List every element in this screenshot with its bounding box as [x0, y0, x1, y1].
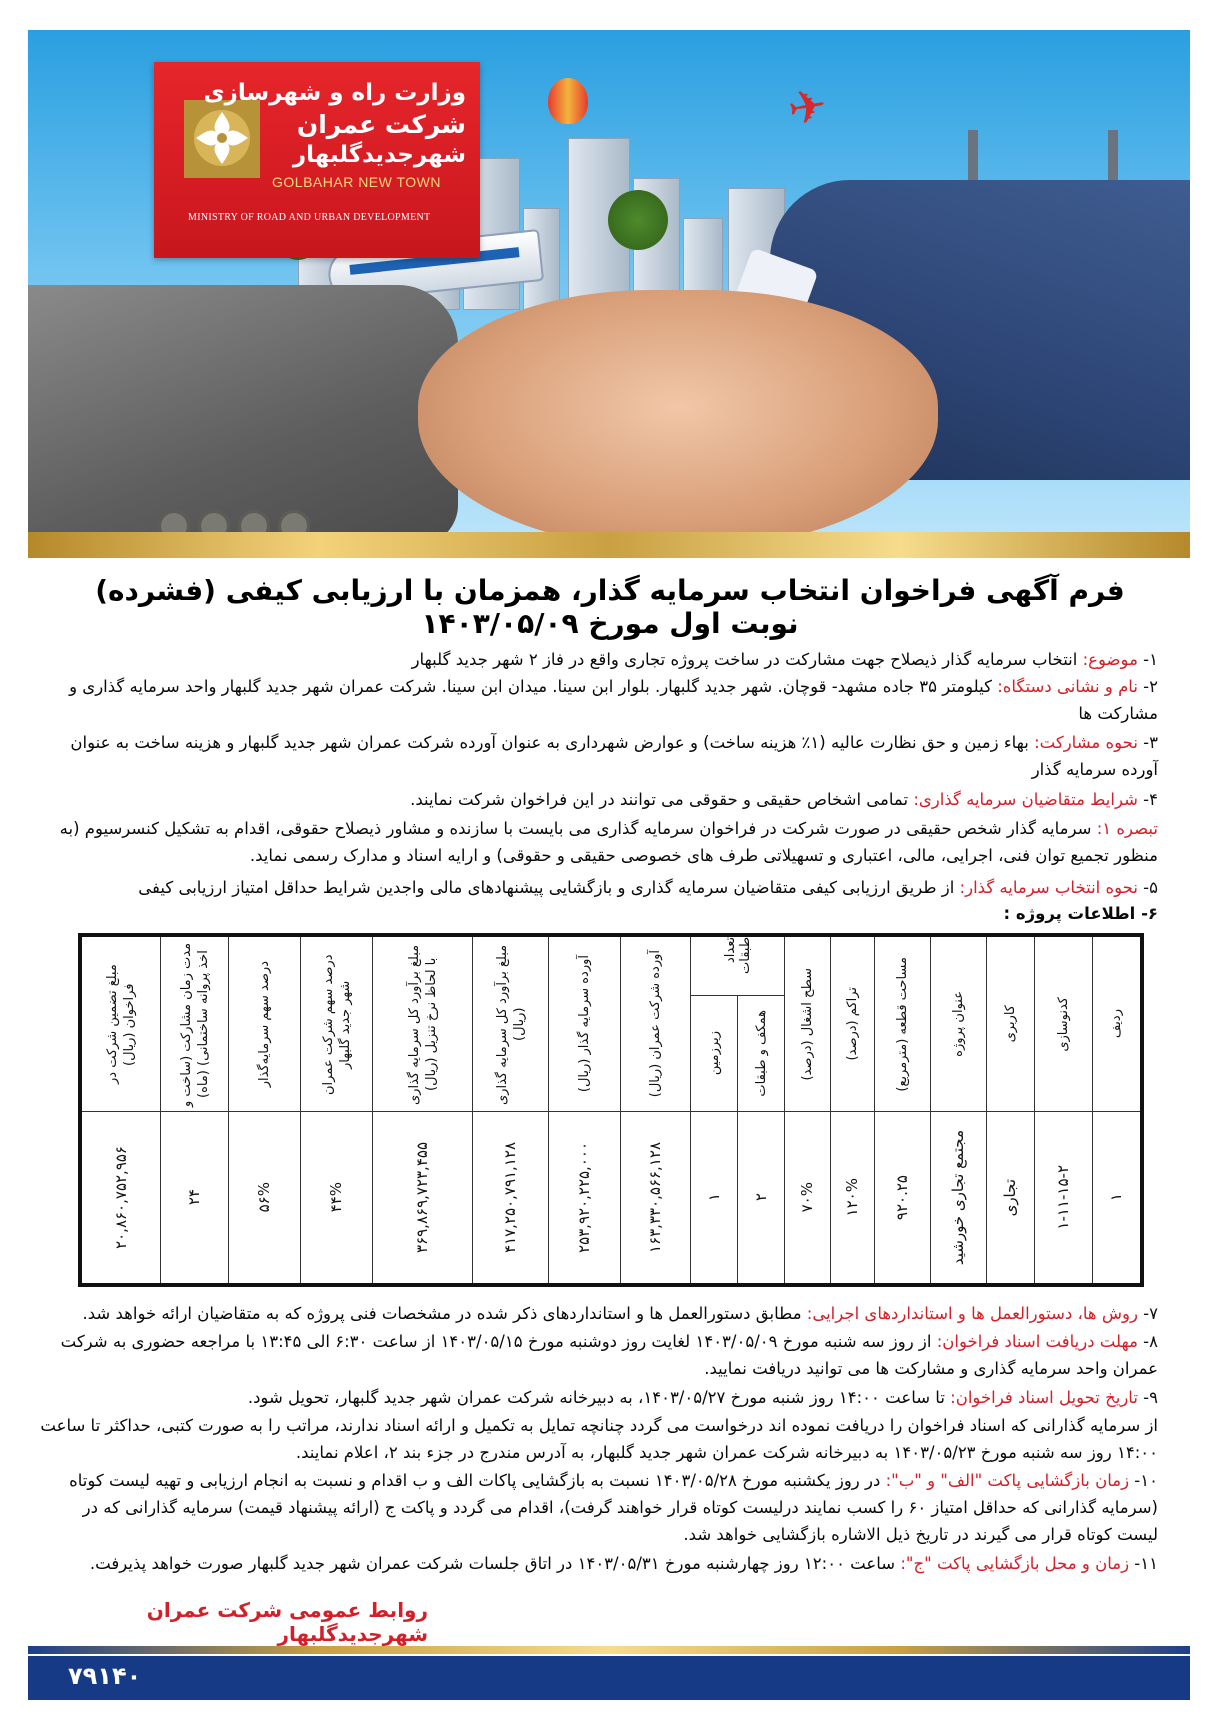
table-header: مدت زمان مشارکت (ساخت و اخذ پروانه ساختمانی) (ماه) [178, 941, 211, 1107]
col-title [930, 937, 986, 1283]
item-text: از سرمایه گذارانی که اسناد فراخوان را دریافت نموده اند درخواست می گردد چنانچه تمایل به تکمیل و ارائه اسناد ندارند، مراتب را به صورت کتبی، حداکثر تا ساعت ۱۴:۰۰ روز سه شنبه مورخ ۱۴۰۳/۰۵/۲۳ به دبیرخانه شرکت عمران شهر جدید گلبهار، به آدرس مندرج در جزء بند ۲، اعلام نمایند. [40, 1416, 1158, 1462]
table-header: سطح اشغال (درصد) [800, 967, 815, 1081]
logo-english: GOLBAHAR NEW TOWN [272, 174, 442, 190]
item-2 [40, 673, 1158, 727]
gold-band [28, 532, 1190, 558]
note-key: تبصره ۱: [1096, 819, 1158, 838]
item-number: ۳- [1137, 733, 1158, 752]
item-key: شرایط متقاضیان سرمایه گذاری: [913, 790, 1138, 809]
col-density [830, 937, 874, 1283]
item-text: تا ساعت ۱۴:۰۰ روز شنبه مورخ ۱۴۰۳/۰۵/۲۷، به دبیرخانه شرکت عمران شهر جدید گلبهار، تحویل شود. [247, 1388, 951, 1407]
item-text: ساعت ۱۲:۰۰ روز چهارشنبه مورخ ۱۴۰۳/۰۵/۳۱ در اتاق جلسات شرکت عمران شهر جدید گلبهار صورت خواهد پذیرفت. [89, 1554, 901, 1573]
project-info-table [78, 933, 1144, 1287]
item-number: ۸- [1137, 1332, 1158, 1351]
table-cell: ۱۶۳,۳۳۰,۵۶۶,۱۲۸ [646, 1142, 664, 1253]
item-text: بهاء زمین و حق نظارت عالیه (۱٪ هزینه ساخت) و عوارض شهرداری به عنوان آورده شرکت عمران شهر جدید گلبهار و هزینه ساخت به عنوان آورده سرمایه گذار [70, 733, 1158, 779]
item-number: ۱- [1137, 650, 1158, 669]
table-cell: ۲۵۳,۹۲۰,۲۲۵,۰۰۰ [575, 1142, 593, 1253]
table-header: تعداد طبقات [722, 937, 753, 975]
table-header: ردیف [1109, 1009, 1124, 1039]
table-header: همکف و طبقات [753, 1010, 769, 1097]
item-3 [40, 729, 1158, 783]
item-5 [40, 874, 1158, 901]
table-header: آورده شرکت عمران (ریال) [648, 950, 663, 1098]
table-header: کاربری [1003, 1005, 1018, 1043]
item-key: نحوه مشارکت: [1034, 733, 1138, 752]
col-use [986, 937, 1034, 1283]
logo-ministry-fa: وزارت راه و شهرسازی [203, 80, 466, 106]
logo-company-fa: شرکت عمران [296, 110, 466, 139]
item-number: ۷- [1137, 1304, 1158, 1323]
table-header: زیرزمین [706, 1031, 722, 1076]
table-cell: ۴۴% [327, 1182, 345, 1213]
item-number: ۵- [1137, 878, 1158, 897]
item-number: ۹- [1137, 1388, 1158, 1407]
item-number: ۴- [1137, 790, 1158, 809]
item-text: از طریق ارزیابی کیفی متقاضیان سرمایه گذاری و بازگشایی پیشنهادهای مالی واجدین شرایط حداقل امتیاز ارزیابی کیفی [138, 878, 960, 897]
table-header: مبلغ برآورد کل سرمایه گذاری (ریال) [494, 943, 527, 1105]
ad-code: ۷۹۱۴۰ [68, 1662, 142, 1690]
page-title: فرم آگهی فراخوان انتخاب سرمایه گذار، همزمان با ارزیابی کیفی (فشرده) نوبت اول مورخ ۱۴۰۳/۰۵/۰۹ [95, 574, 1125, 640]
table-cell: ۹۲۰.۲۵ [893, 1174, 911, 1221]
item-key: تاریخ تحویل اسناد فراخوان: [950, 1388, 1138, 1407]
item-text: انتخاب سرمایه گذار ذیصلاح جهت مشارکت در ساخت پروژه تجاری واقع در فاز ۲ شهر جدید گلبهار [411, 650, 1083, 669]
table-header: درصد سهم سرمایه‌گذار [257, 960, 272, 1088]
footer-bar [28, 1656, 1190, 1700]
table-header: مبلغ تضمین شرکت در فراخوان (ریال) [105, 964, 137, 1084]
logo-town-fa: شهرجدیدگلبهار [292, 142, 466, 168]
left-sleeve [28, 285, 458, 545]
table-cell: ۲۴ [185, 1189, 203, 1206]
item-text: تمامی اشخاص حقیقی و حقوقی می توانند در این فراخوان شرکت نمایند. [410, 790, 914, 809]
item-key: زمان بازگشایی پاکت "الف" و "ب": [885, 1471, 1130, 1490]
table-header: مبلغ برآورد کل سرمایه گذاری با لحاظ نرخ تنزیل (ریال) [406, 943, 439, 1105]
table-cell: تجاری [1001, 1178, 1019, 1217]
item-number: ۲- [1137, 677, 1158, 696]
item-key: نحوه انتخاب سرمایه گذار: [959, 878, 1138, 897]
table-header: آورده سرمایه گذار (ریال) [577, 955, 592, 1093]
table-cell: ۷۰% [798, 1182, 816, 1213]
table-cell: ۱ [1107, 1193, 1125, 1202]
note-text: سرمایه گذار شخص حقیقی در صورت شرکت در فراخوان سرمایه گذاری می بایست با سازنده و مشاور ذیصلاح حقوقی، اقدام به تشکیل کنسرسیوم (به منظور تجمیع توان فنی، اجرایی، مالی، اعتباری و تسهیلاتی طرف های خصوصی حقیقی و حقوقی) و ارایه اسناد و مدارک رسمی نماید. [59, 819, 1158, 865]
item-text: در روز یکشنبه مورخ ۱۴۰۳/۰۵/۲۸ نسبت به بازگشایی پاکات الف و ب اقدام و نسبت به انجام ارزیابی و تهیه لیست کوتاه (سرمایه گذارانی که حداقل امتیاز ۶۰ را کسب نمایند درلیست کوتاه قرار خواهند گرفت)، اقدام می گردد و پاکت ج (ارائه پیشنهاد قیمت) سرمایه گذارانی که در لیست کوتاه قرار می گیرند در تاریخ ذیل الاشاره بازگشایی خواهد شد. [69, 1471, 1158, 1544]
table-cell: ۱ [705, 1193, 723, 1202]
col-row [1092, 937, 1140, 1283]
col-coverage [784, 937, 830, 1283]
col-co-percent [300, 937, 372, 1283]
item-9 [40, 1384, 1158, 1411]
item-number: ۱۰- [1129, 1471, 1158, 1490]
item-8 [40, 1328, 1158, 1382]
item-6 [40, 900, 1158, 927]
table-header: درصد سهم شرکت عمران شهر جدید گلبهار [320, 953, 353, 1095]
item-4 [40, 786, 1158, 813]
table-header: کدنوسازی [1056, 996, 1071, 1052]
item-10 [40, 1467, 1158, 1548]
item-number: ۶- [1135, 904, 1158, 923]
item-1 [40, 646, 1158, 673]
logo [154, 62, 480, 258]
table-cell: ۵۶% [255, 1182, 273, 1213]
item-text: از روز سه شنبه مورخ ۱۴۰۳/۰۵/۰۹ لغایت روز دوشنبه مورخ ۱۴۰۳/۰۵/۱۵ از ساعت ۶:۳۰ الی ۱۳:۴۵ با مراجعه حضوری به شرکت عمران واحد سرمایه گذاری و مشارکت ها می توانید دریافت نمایید. [60, 1332, 1158, 1378]
col-duration [160, 937, 228, 1283]
item-key: نام و نشانی دستگاه: [997, 677, 1138, 696]
col-inv-percent [228, 937, 300, 1283]
table-header: مساحت قطعه (مترمربع) [895, 956, 910, 1092]
tree-icon [608, 190, 668, 250]
col-inv-share [548, 937, 620, 1283]
logo-emblem-icon [184, 100, 260, 178]
item-7 [40, 1300, 1158, 1327]
item-text: مطابق دستورالعمل ها و استانداردهای ذکر شده در مشخصات فنی پروژه که به متقاضیان ارائه خواهد شد. [82, 1304, 807, 1323]
item-key: روش ها، دستورالعمل ها و استانداردهای اجرایی: [806, 1304, 1138, 1323]
note-1 [40, 815, 1158, 869]
footer-gold-band [28, 1646, 1190, 1654]
col-code [1034, 937, 1092, 1283]
table-header: عنوان پروژه [951, 991, 966, 1057]
item-text: کیلومتر ۳۵ جاده مشهد- قوچان. شهر جدید گلبهار. بلوار ابن سینا. میدان ابن سینا. شرکت عمران شهر جدید گلبهار واحد سرمایه گذاری و مشارکت ها [69, 677, 1158, 723]
col-co-share [620, 937, 690, 1283]
item-key: موضوع: [1082, 650, 1138, 669]
col-guarantee [82, 937, 160, 1283]
col-inv-total-adj [372, 937, 472, 1283]
table-cell: ۲۰,۸۶۰,۷۵۲,۹۵۶ [111, 1146, 130, 1249]
handshake-illustration [418, 290, 938, 550]
item-number: ۱۱- [1129, 1554, 1158, 1573]
item-key: مهلت دریافت اسناد فراخوان: [936, 1332, 1138, 1351]
table-cell: ۱۲۰% [843, 1178, 861, 1217]
table-cell: مجتمع تجاری خورشید [949, 1129, 967, 1266]
airplane-icon: ✈ [783, 77, 831, 137]
item-9-note [40, 1412, 1158, 1466]
col-inv-total [472, 937, 548, 1283]
banner-image [28, 30, 1190, 558]
table-cell: ۴۱۷,۲۵۰,۷۹۱,۱۲۸ [501, 1142, 519, 1253]
logo-ministry-en: MINISTRY OF ROAD AND URBAN DEVELOPMENT [188, 212, 431, 223]
item-text: اطلاعات پروژه : [1003, 904, 1136, 923]
table-header: تراکم (درصد) [845, 987, 860, 1061]
public-relations-signature: روابط عمومی شرکت عمران شهرجدیدگلبهار [146, 1598, 428, 1646]
col-area [874, 937, 930, 1283]
table-cell: ۲ [752, 1193, 770, 1202]
hot-air-balloon-icon [548, 78, 588, 124]
item-11 [40, 1550, 1158, 1577]
col-floors [690, 937, 784, 1283]
item-key: زمان و محل بازگشایی پاکت "ج": [900, 1554, 1130, 1573]
table-cell: ۳۶۹,۸۶۹,۷۲۳,۴۵۵ [413, 1142, 431, 1253]
table-cell: ۱-۱۱-۱۵-۲ [1054, 1165, 1072, 1230]
